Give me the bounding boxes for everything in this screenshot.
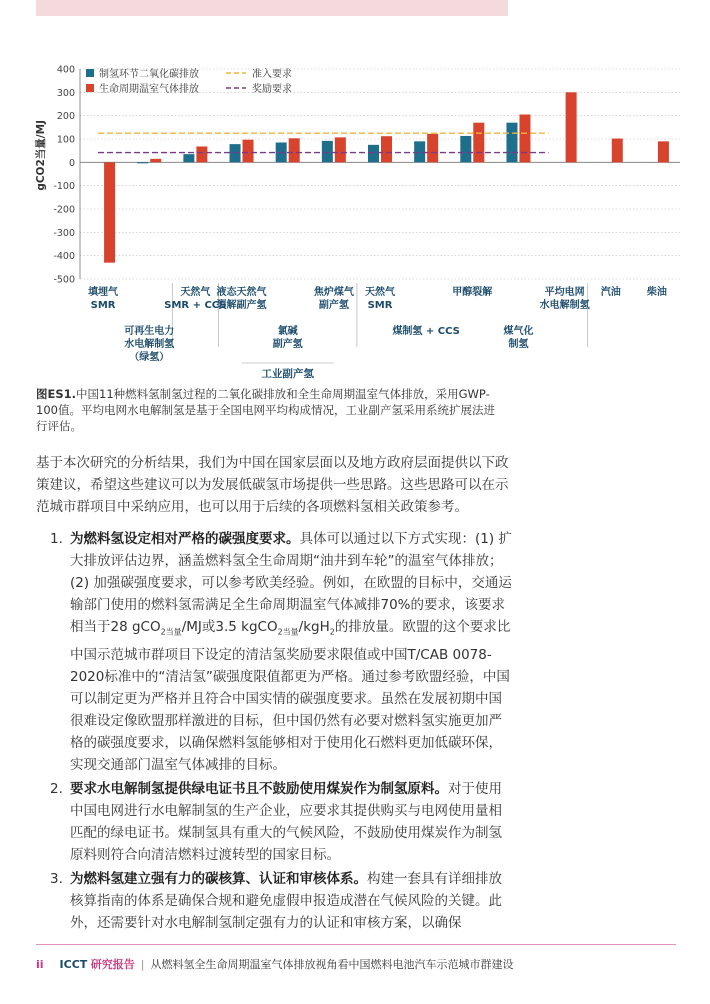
list-item	[36, 868, 512, 934]
figure-caption	[36, 386, 506, 434]
item-title: 为燃料氢设定相对严格的碳强度要求。	[70, 531, 300, 547]
caption-text: 中国11种燃料氢制氢过程的二氧化碳排放和全生命周期温室气体排放，采用GWP-100值。平均电网水电解制氢是基于全国电网平均构成情况，工业副产氢采用系统扩展法进行评估。	[36, 387, 495, 433]
category-label: 氯碱	[277, 326, 298, 337]
y-axis-label: gCO2当量/MJ	[35, 120, 47, 191]
y-tick-label: 0	[68, 157, 75, 169]
category-label: SMR	[90, 300, 116, 311]
org-name: ICCT	[59, 958, 88, 971]
bar-lifecycle	[473, 123, 484, 163]
bar-production	[506, 123, 517, 163]
page-number: ii	[36, 958, 44, 971]
bar-lifecycle	[196, 146, 207, 162]
list-item	[36, 528, 512, 776]
legend-label: 准入要求	[252, 69, 292, 80]
category-label: 副产氢	[318, 300, 349, 311]
y-tick-label: 100	[56, 134, 75, 146]
legend-swatch	[86, 84, 94, 92]
legend-label: 奖励要求	[252, 84, 292, 95]
item-number: 1.	[50, 531, 63, 547]
bar-production	[322, 141, 333, 162]
header-band	[36, 0, 508, 16]
category-label: 水电解制氢	[539, 300, 590, 311]
y-tick-label: 200	[56, 111, 75, 123]
page-footer	[36, 956, 514, 972]
category-label: 裂解副产氢	[216, 300, 267, 311]
y-tick-label: -400	[53, 251, 75, 263]
bar-lifecycle	[612, 139, 623, 163]
category-label: 柴油	[646, 287, 667, 298]
category-label: 天然气	[365, 287, 395, 298]
category-label: 可再生电力	[124, 326, 175, 337]
category-label: SMR + CCS	[164, 300, 227, 311]
category-label: 水电解制氢	[124, 339, 175, 350]
report-title: 从燃料氢全生命周期温室气体排放视角看中国燃料电池汽车示范城市群建设	[150, 958, 514, 971]
category-label: 煤气化	[503, 326, 534, 337]
bar-lifecycle	[289, 138, 300, 162]
caption-label: 图ES1.	[36, 387, 77, 401]
bar-production	[137, 162, 148, 163]
category-label: 制氢	[508, 339, 529, 350]
y-tick-label: 400	[56, 64, 75, 76]
y-tick-label: 300	[56, 87, 75, 99]
bar-production	[230, 144, 241, 162]
footer-divider	[36, 944, 676, 945]
category-label: 甲醇裂解	[452, 287, 493, 298]
item-body: 对于使用中国电网进行水电解制氢的生产企业，应要求其提供购买与电网使用量相匹配的绿电证书。煤制氢具有重大的气候风险，不鼓励使用煤炭作为制氢原料则符合向清洁燃料过渡转型的国家目标。	[70, 780, 502, 863]
bar-lifecycle	[150, 159, 161, 163]
item-title: 要求水电解制氢提供绿电证书且不鼓励使用煤炭作为制氢原料。	[70, 780, 448, 797]
item-number: 2.	[50, 780, 63, 797]
category-label: 平均电网	[544, 287, 585, 298]
category-label: 煤制氢 + CCS	[392, 326, 460, 337]
bar-lifecycle	[566, 92, 577, 162]
bar-lifecycle	[243, 140, 254, 163]
subscript: 2当量	[160, 627, 182, 637]
item-number: 3.	[50, 870, 63, 887]
item-body: 的排放量。欧盟的这个要求比中国示范城市群项目下设定的清洁氢奖励要求限值或中国T/CAB 0078-2020标准中的“清洁氢”碳强度限值都更为严格。通过参考欧盟经验，中国可以制定更为严格并且符合中国实情的碳强度要求。虽然在发展初期中国很难设定像欧盟那样激进的目标，但中国仍然有必要对燃料氢实施更加严格的碳强度要求，以确保燃料氢能够相对于使用化石燃料更加低碳环保，实现交通部门温室气体减排的目标。	[70, 619, 511, 773]
bar-production	[183, 154, 194, 162]
category-label: 填埋气	[88, 287, 119, 298]
category-label: 副产氢	[272, 339, 303, 350]
bar-lifecycle	[335, 137, 346, 162]
bar-lifecycle	[104, 162, 115, 262]
report-series: 研究报告	[90, 958, 135, 971]
list-item	[36, 778, 512, 866]
item-body: /MJ或3.5 kgCO	[181, 619, 278, 635]
bar-production	[460, 136, 471, 162]
y-tick-label: -300	[53, 227, 75, 239]
item-body: 构建一套具有详细排放核算指南的体系是确保合规和避免虚假申报造成潜在气候风险的关键。此外，还需要针对水电解制氢制定强有力的认证和审核方案，以确保	[70, 870, 502, 931]
legend-swatch	[86, 69, 94, 77]
item-body: /kgH	[298, 619, 330, 635]
item-title: 为燃料氢建立强有力的碳核算、认证和审核体系。	[70, 870, 367, 887]
emissions-bar-chart	[0, 55, 710, 385]
bar-production	[368, 145, 379, 163]
subscript: 2	[329, 627, 335, 637]
bar-lifecycle	[427, 134, 438, 162]
recommendation-list	[36, 528, 512, 936]
y-tick-label: -500	[53, 274, 75, 286]
bar-lifecycle	[381, 136, 392, 162]
legend-label: 生命周期温室气体排放	[99, 84, 199, 95]
intro-paragraph: 基于本次研究的分析结果，我们为中国在国家层面以及地方政府层面提供以下政策建议，希望这些建议可以为发展低碳氢市场提供一些思路。这些思路可以在示范城市群项目中采纳应用，也可以用于后续的各项燃料氢相关政策参考。	[36, 455, 509, 515]
group-label: 工业副产氢	[261, 368, 314, 380]
y-tick-label: -100	[53, 181, 75, 193]
bar-lifecycle	[658, 141, 669, 162]
category-label: （绿氢）	[129, 352, 170, 363]
category-label: 焦炉煤气	[313, 287, 354, 298]
y-tick-label: -200	[53, 204, 75, 216]
category-label: 液态天然气	[216, 287, 267, 298]
category-label: 天然气	[180, 287, 211, 298]
bar-lifecycle	[519, 115, 530, 163]
category-label: 汽油	[600, 287, 621, 298]
category-label: SMR	[367, 300, 393, 311]
footer-separator: |	[140, 958, 145, 971]
subscript: 2当量	[277, 627, 299, 637]
item-body: 具体可以通过以下方式实现：(1) 扩大排放评估边界，涵盖燃料氢全生命周期“油井到车轮”的温室气体排放；(2) 加强碳强度要求，可以参考欧美经验。例如，在欧盟的目标中，交通运输部门使用的燃料氢需满足全生命周期温室气体减排70%的要求，该要求相当于28 gCO	[70, 531, 512, 635]
legend-label: 制氢环节二氧化碳排放	[99, 69, 199, 80]
